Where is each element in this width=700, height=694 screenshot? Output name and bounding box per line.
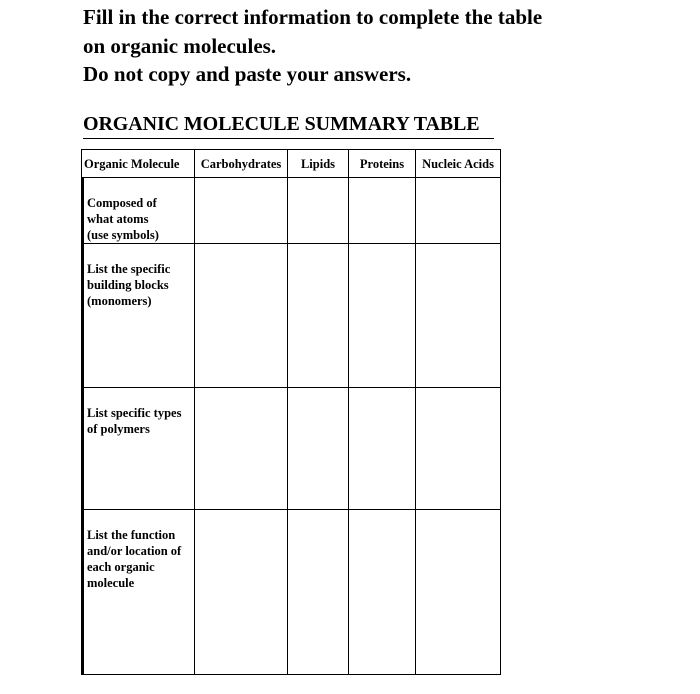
cell-function-nucleic-acids[interactable] (416, 510, 500, 674)
header-proteins: Proteins (349, 150, 416, 178)
cell-monomers-lipids[interactable] (288, 244, 349, 388)
cell-atoms-nucleic-acids[interactable] (416, 178, 500, 244)
instructions (83, 3, 683, 89)
row-label-line: (use symbols) (87, 228, 159, 242)
row-label-monomers (82, 244, 195, 388)
cell-polymers-nucleic-acids[interactable] (416, 388, 500, 510)
row-label-atoms (82, 178, 195, 244)
row-label-line: List the function (87, 528, 176, 542)
header-nucleic-acids: Nucleic Acids (416, 150, 500, 178)
row-label-line: List specific types (87, 406, 182, 420)
cell-atoms-proteins[interactable] (349, 178, 416, 244)
cell-atoms-lipids[interactable] (288, 178, 349, 244)
title-underline (83, 138, 494, 139)
table-row (82, 388, 500, 510)
instruction-line-2: on organic molecules. (83, 33, 277, 58)
cell-polymers-proteins[interactable] (349, 388, 416, 510)
table-row (82, 244, 500, 388)
row-label-line: molecule (87, 576, 135, 590)
instruction-line-1: Fill in the correct information to complete the table (83, 5, 543, 29)
header-carbohydrates: Carbohydrates (195, 150, 288, 178)
header-lipids: Lipids (288, 150, 349, 178)
row-label-polymers (82, 388, 195, 510)
row-label-line: building blocks (87, 278, 169, 292)
cell-monomers-carbohydrates[interactable] (195, 244, 288, 388)
row-label-line: List the specific (87, 262, 171, 276)
cell-function-lipids[interactable] (288, 510, 349, 674)
cell-monomers-proteins[interactable] (349, 244, 416, 388)
table-row (82, 510, 500, 674)
cell-atoms-carbohydrates[interactable] (195, 178, 288, 244)
row-label-line: what atoms (87, 212, 149, 226)
row-label-line: (monomers) (87, 294, 152, 308)
instruction-line-3: Do not copy and paste your answers. (83, 62, 412, 86)
row-label-line: and/or location of (87, 544, 182, 558)
row-label-function (82, 510, 195, 674)
cell-polymers-lipids[interactable] (288, 388, 349, 510)
cell-monomers-nucleic-acids[interactable] (416, 244, 500, 388)
table-title: ORGANIC MOLECULE SUMMARY TABLE (83, 113, 480, 135)
row-label-line: Composed of (87, 196, 157, 210)
row-label-line: each organic (87, 560, 155, 574)
summary-table (81, 149, 501, 675)
cell-polymers-carbohydrates[interactable] (195, 388, 288, 510)
header-row (82, 150, 500, 178)
cell-function-proteins[interactable] (349, 510, 416, 674)
row-label-line: of polymers (87, 422, 150, 436)
table-row (82, 178, 500, 244)
cell-function-carbohydrates[interactable] (195, 510, 288, 674)
header-organic-molecule: Organic Molecule (82, 150, 195, 178)
